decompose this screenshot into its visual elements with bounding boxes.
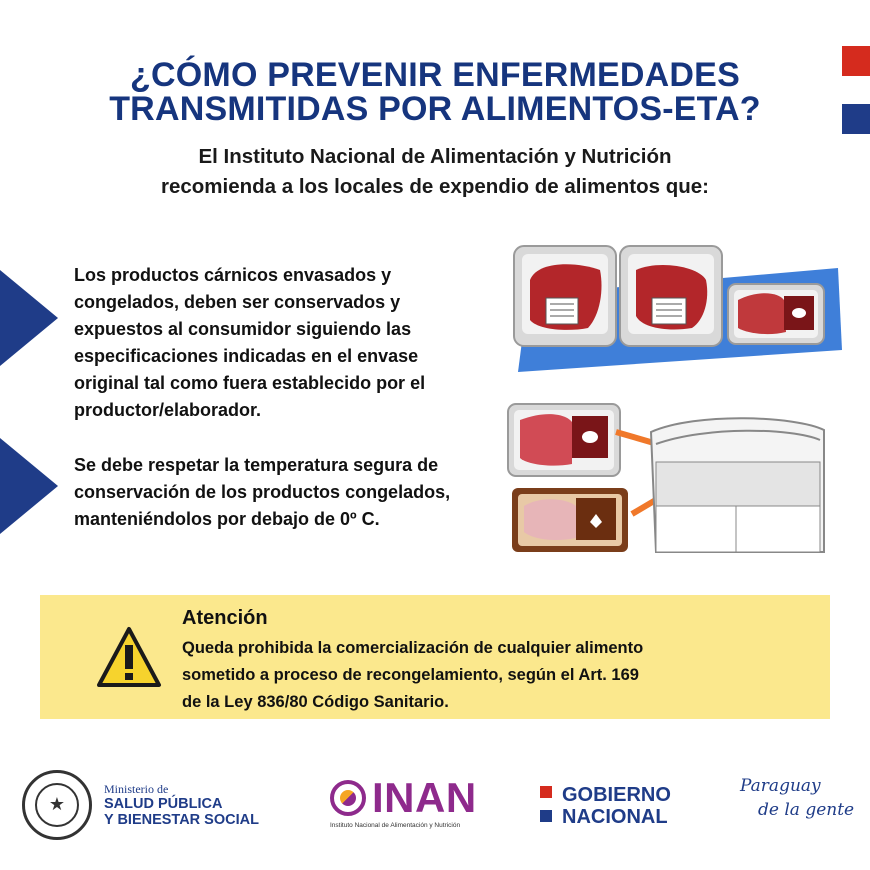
slogan xyxy=(740,774,854,822)
point-packaged-meat xyxy=(74,262,425,424)
inan-full-name: Instituto Nacional de Alimentación y Nutrición xyxy=(330,822,461,829)
warning-line: Queda prohibida la comercialización de cualquier alimento xyxy=(182,639,644,657)
freezer-display-icon xyxy=(651,418,824,552)
gov-red-square xyxy=(540,786,552,798)
point-safe-temperature xyxy=(74,452,450,533)
point-line: productor/elaborador. xyxy=(74,400,262,420)
point-line: expuestos al consumidor siguiendo las xyxy=(74,319,412,339)
inan-name: INAN xyxy=(372,774,477,821)
subtitle xyxy=(0,142,870,202)
warning-box xyxy=(40,595,830,719)
slogan-line: de la gente xyxy=(758,800,855,820)
warning-line: sometido a proceso de recongelamiento, según el Art. 169 xyxy=(182,666,639,684)
gov-blue-square xyxy=(540,810,552,822)
chevron-icon xyxy=(0,270,58,366)
gov-line: NACIONAL xyxy=(562,806,668,828)
ministry-label: Ministerio de xyxy=(104,782,169,796)
ministry-name xyxy=(104,796,259,828)
page-title xyxy=(0,58,870,126)
subtitle-line-2: recomienda a los locales de expendio de alimentos que: xyxy=(161,175,709,198)
chicken-tray-icon xyxy=(512,488,628,552)
warning-text xyxy=(182,635,643,716)
point-line: original tal como fuera establecido por el xyxy=(74,373,426,393)
title-line-2: TRANSMITIDAS POR ALIMENTOS-ETA? xyxy=(109,90,761,128)
ministry-line: SALUD PÚBLICA xyxy=(104,796,223,812)
warning-title: Atención xyxy=(182,607,268,629)
point-line: manteniéndolos por debajo de 0º C. xyxy=(74,509,380,529)
point-line: congelados, deben ser conservados y xyxy=(74,292,401,312)
footer-logos xyxy=(0,760,870,860)
point-line: conservación de los productos congelados, xyxy=(74,482,451,502)
title-line-1: ¿CÓMO PREVENIR ENFERMEDADES xyxy=(130,56,740,94)
point-line: especificaciones indicadas en el envase xyxy=(74,346,419,366)
gov-name xyxy=(562,784,671,828)
slogan-line: Paraguay xyxy=(740,776,821,796)
meat-tray-icon xyxy=(508,404,620,476)
freezer-illustration xyxy=(506,402,841,567)
packaged-meat-illustration xyxy=(508,240,848,375)
star-icon: ★ xyxy=(35,783,79,827)
point-line: Se debe respetar la temperatura segura de xyxy=(74,455,439,475)
point-line: Los productos cárnicos envasados y xyxy=(74,265,392,285)
warning-line: de la Ley 836/80 Código Sanitario. xyxy=(182,693,449,711)
national-seal-icon xyxy=(22,770,92,840)
ministry-line: Y BIENESTAR SOCIAL xyxy=(104,812,259,828)
chevron-icon xyxy=(0,438,58,534)
gov-line: GOBIERNO xyxy=(562,784,671,806)
warning-triangle-icon xyxy=(96,625,162,689)
inan-logo-dot xyxy=(340,790,356,806)
subtitle-line-1: El Instituto Nacional de Alimentación y Nutrición xyxy=(198,145,672,168)
